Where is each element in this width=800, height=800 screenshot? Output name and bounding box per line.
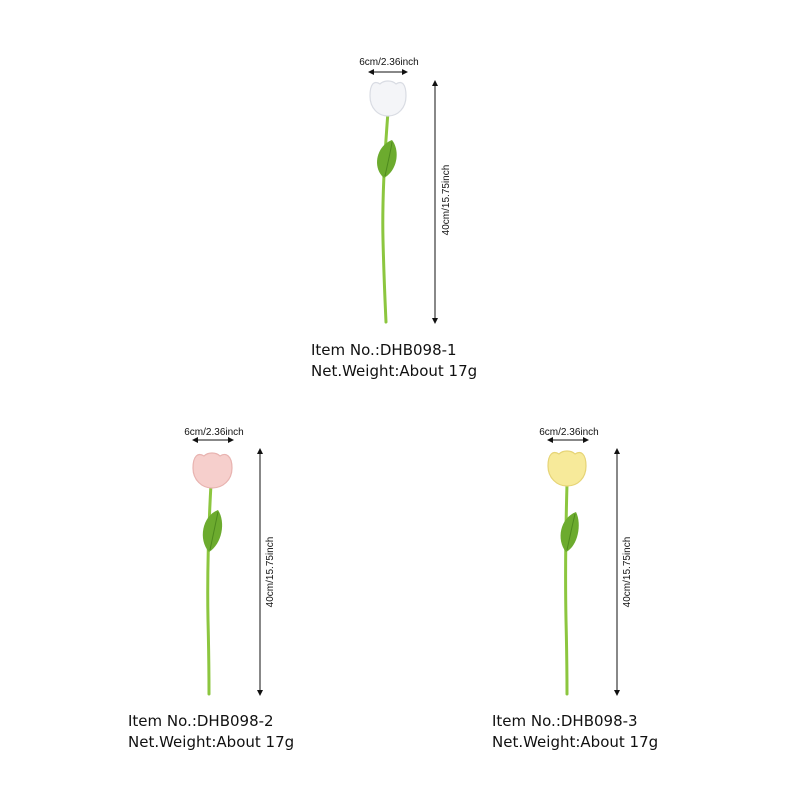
net-weight: Net.Weight:About 17g [492, 733, 659, 751]
item-number: Item No.:DHB098-1 [311, 341, 457, 359]
width-label: 6cm/2.36inch [539, 427, 599, 438]
height-label: 40cm/15.75inch [622, 536, 633, 608]
stem [566, 484, 567, 694]
product-caption [492, 711, 658, 753]
height-dimension-arrow [614, 448, 620, 696]
height-label: 40cm/15.75inch [441, 164, 452, 236]
width-label: 6cm/2.36inch [184, 427, 244, 438]
net-weight: Net.Weight:About 17g [128, 733, 295, 751]
item-number: Item No.:DHB098-3 [492, 712, 638, 730]
net-weight: Net.Weight:About 17g [311, 362, 478, 380]
height-label: 40cm/15.75inch [265, 536, 276, 608]
item-number: Item No.:DHB098-2 [128, 712, 274, 730]
width-label: 6cm/2.36inch [359, 57, 419, 68]
leaf [561, 512, 579, 552]
flower-head [548, 451, 586, 486]
